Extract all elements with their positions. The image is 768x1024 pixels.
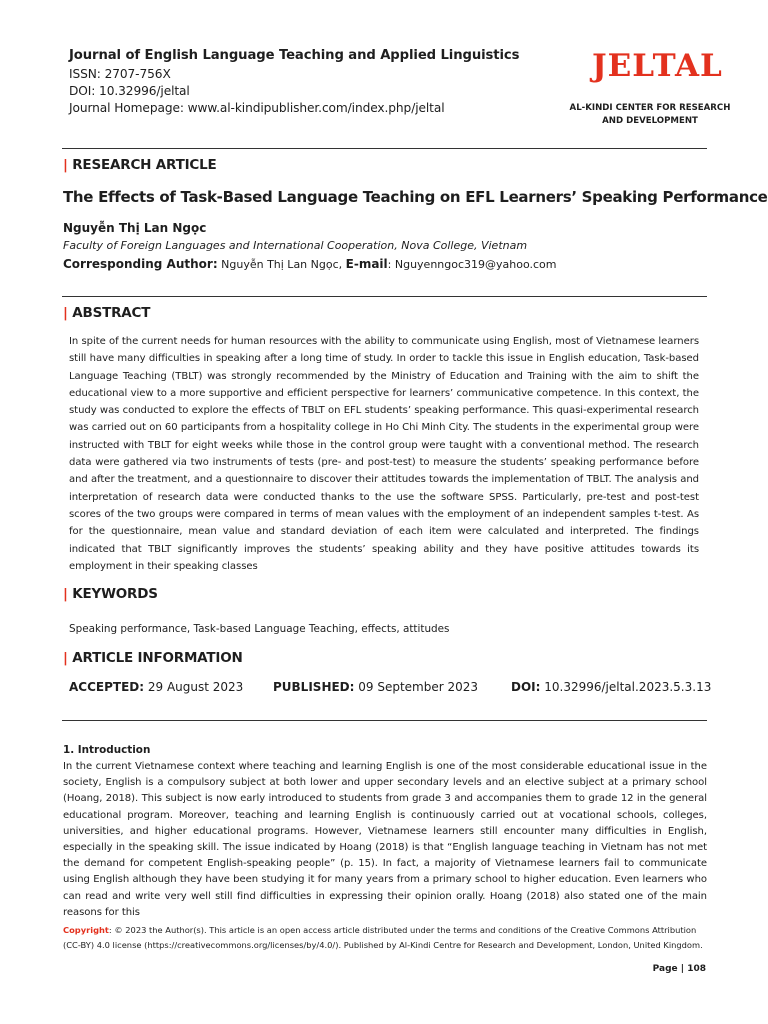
introduction-heading: 1. Introduction <box>63 744 151 756</box>
publisher-name <box>560 102 740 128</box>
keywords-heading: KEYWORDS <box>72 586 158 602</box>
accepted-date <box>69 680 243 694</box>
abstract-text: In spite of the current needs for human resources with the ability to communicate using English, most of Vietnamese learners still have many difficulties in speaking after a long time of study. In order to tackle this issue in English education, Task-based Language Teaching (TBLT) was strongly recommended by the Ministry of Education and Training with the aim to shift the educational view to a more supportive and efficient perspective for learners’ communicative competence. In this context, the study was conducted to explore the effects of TBLT on EFL students’ speaking performance. This quasi-experimental research was carried out on 60 participants from a hospitality college in Ho Chi Minh City. The students in the experimental group were instructed with TBLT for eight weeks while those in the control group were taught with a conventional method. The research data were gathered via two instruments of tests (pre- and post-test) to measure the students’ speaking performance before and after the treatment, and a questionnaire to discover their attitudes towards the implementation of TBLT. The analysis and interpretation of research data were conducted thanks to the use the software SPSS. Particularly, pre-test and post-test scores of the two groups were compared in terms of mean values with the employment of an independent samples t-test. As for the questionnaire, mean value and standard deviation of each item were calculated and interpreted. The findings indicated that TBLT significantly improves the students’ speaking ability and they have positive attitudes towards its employment in their speaking classes <box>69 336 699 572</box>
published-date <box>273 680 478 694</box>
section-marker: | <box>63 305 73 321</box>
corr-name: Nguyễn Thị Lan Ngọc, <box>217 258 346 271</box>
author-name: Nguyễn Thị Lan Ngọc <box>63 221 207 235</box>
copyright-notice <box>63 923 707 953</box>
author-affiliation: Faculty of Foreign Languages and International Cooperation, Nova College, Vietnam <box>63 239 528 252</box>
section-research-article <box>63 157 217 173</box>
body-divider <box>62 720 707 721</box>
abstract-divider <box>62 296 707 297</box>
introduction-text: In the current Vietnamese context where teaching and learning English is one of the most considerable educational issue in the society, English is a compulsory subject at both lower and upper secondary levels and an elective subject at a primary school (Hoang, 2018). This subject is now early introduced to students from grade 3 and accompanies them to grade 12 in the general educational program. Moreover, teaching and learning English is continuously carried out at vocational schools, colleges, universities, and higher educational programs. However, Vietnamese learners still encounter many difficulties in English, especially in the speaking skill. The issue indicated by Hoang (2018) is that “English language teaching in Vietnam has not met the demand for competent English-speaking people” (p. 15). In fact, a majority of Vietnamese learners fail to communicate using English although they have been studying it for many years from a primary school to higher education. Even learners who can read and write very well still find difficulties in expressing their opinion orally. Hoang (2018) also stated one of the main reasons for this <box>63 761 707 918</box>
journal-title: Journal of English Language Teaching and Applied Linguistics <box>69 48 520 63</box>
section-abstract <box>63 305 150 321</box>
article-info-heading: ARTICLE INFORMATION <box>72 650 243 666</box>
journal-homepage[interactable]: Journal Homepage: www.al-kindipublisher.com/index.php/jeltal <box>69 101 445 115</box>
journal-logo: JELTAL <box>592 48 723 84</box>
section-marker: | <box>63 586 73 602</box>
published-label: PUBLISHED: <box>273 680 355 694</box>
email-address[interactable]: : Nguyenngoc319@yahoo.com <box>387 258 557 271</box>
corr-label: Corresponding Author: <box>63 257 218 271</box>
email-label: E-mail <box>345 257 388 271</box>
page-number: Page | 108 <box>652 964 706 974</box>
publisher-line-1: AL-KINDI CENTER FOR RESEARCH <box>569 103 731 113</box>
header-divider <box>62 148 707 149</box>
publisher-line-2: AND DEVELOPMENT <box>602 116 698 126</box>
section-keywords <box>63 586 158 602</box>
doi-value[interactable]: 10.32996/jeltal.2023.5.3.13 <box>540 680 712 694</box>
accepted-label: ACCEPTED: <box>69 680 145 694</box>
journal-issn: ISSN: 2707-756X <box>69 67 171 81</box>
section-label: RESEARCH ARTICLE <box>72 157 217 173</box>
section-marker: | <box>63 650 73 666</box>
journal-doi: DOI: 10.32996/jeltal <box>69 84 190 98</box>
article-doi <box>511 680 711 694</box>
doi-label: DOI: <box>511 680 541 694</box>
copyright-label: Copyright <box>63 925 109 935</box>
published-value: 09 September 2023 <box>354 680 479 694</box>
accepted-value: 29 August 2023 <box>144 680 244 694</box>
keywords-text: Speaking performance, Task-based Language Teaching, effects, attitudes <box>69 623 450 635</box>
corresponding-author <box>63 257 557 271</box>
article-title: The Effects of Task-Based Language Teaching on EFL Learners’ Speaking Performance <box>63 188 768 206</box>
copyright-text: : © 2023 the Author(s). This article is an open access article distributed under the terms and conditions of the Creative Commons Attribution (CC-BY) 4.0 license (https://creativecommons.org/licenses/by/4.0/). Published by Al-Kindi Centre for Research and Development, London, United Kingdom. <box>63 925 703 951</box>
section-article-info <box>63 650 243 666</box>
abstract-heading: ABSTRACT <box>72 305 151 321</box>
section-marker: | <box>63 157 73 173</box>
